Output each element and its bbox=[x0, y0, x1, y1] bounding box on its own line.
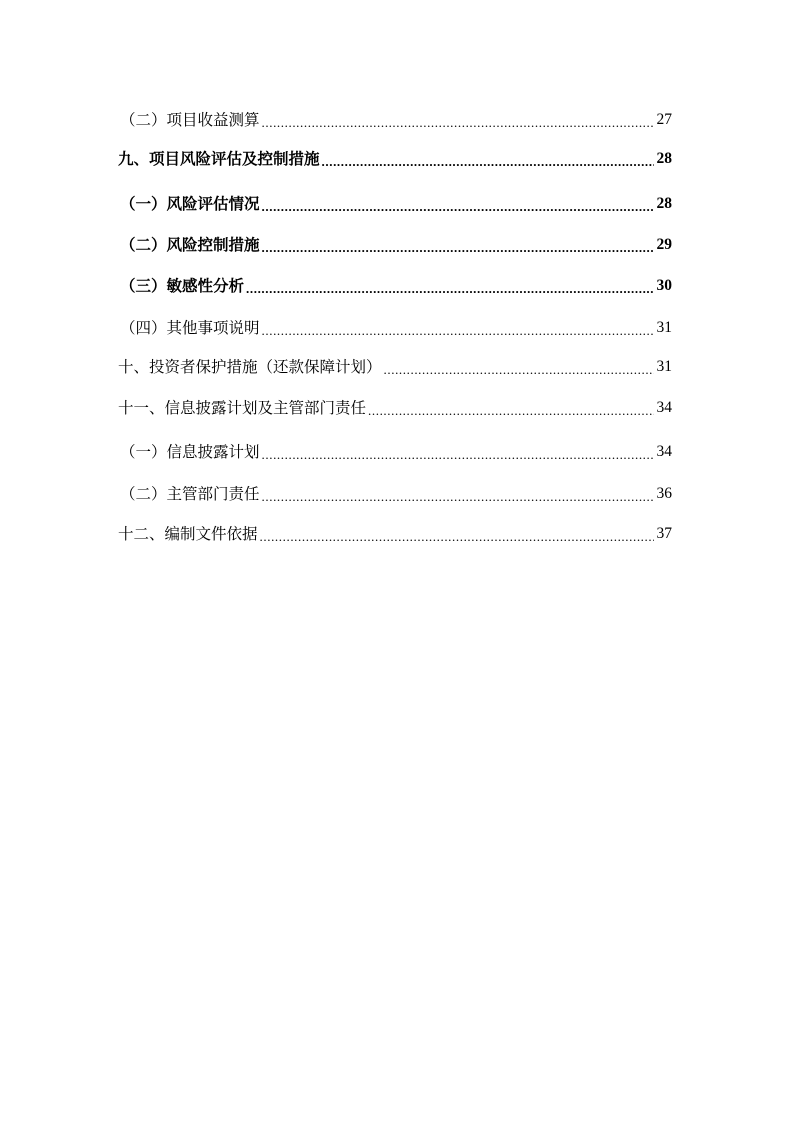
toc-entry-label: 十、投资者保护措施（还款保障计划） bbox=[118, 358, 382, 376]
toc-entry[interactable] bbox=[118, 520, 672, 548]
toc-entry[interactable] bbox=[120, 272, 672, 300]
toc-entry-label: 十一、信息披露计划及主管部门责任 bbox=[118, 399, 367, 417]
toc-dot-leader bbox=[262, 103, 654, 137]
toc-entry-page: 29 bbox=[656, 236, 672, 253]
toc-dot-leader bbox=[262, 435, 654, 469]
toc-entry-label: （二）风险控制措施 bbox=[120, 236, 260, 254]
toc-entry[interactable] bbox=[120, 190, 672, 218]
toc-entry-label: （三）敏感性分析 bbox=[120, 277, 245, 295]
toc-entry-page: 31 bbox=[656, 319, 672, 336]
toc-entry[interactable] bbox=[120, 314, 672, 342]
toc-entry[interactable] bbox=[118, 353, 672, 381]
toc-entry-label: （一）信息披露计划 bbox=[120, 443, 260, 461]
toc-entry[interactable] bbox=[118, 394, 672, 422]
toc-entry[interactable] bbox=[118, 145, 672, 173]
toc-entry-page: 34 bbox=[656, 443, 672, 460]
toc-entry-label: （二）主管部门责任 bbox=[120, 485, 260, 503]
toc-dot-leader bbox=[384, 350, 654, 384]
toc-dot-leader bbox=[262, 228, 654, 262]
toc-dot-leader bbox=[368, 391, 653, 425]
toc-entry-label: （二）项目收益测算 bbox=[120, 111, 260, 129]
toc-entry[interactable] bbox=[120, 106, 672, 134]
toc-entry-page: 31 bbox=[656, 358, 672, 375]
toc-entry-page: 28 bbox=[656, 195, 672, 212]
toc-dot-leader bbox=[322, 142, 654, 176]
toc-entry-page: 36 bbox=[656, 485, 672, 502]
toc-entry[interactable] bbox=[120, 231, 672, 259]
toc-entry-page: 28 bbox=[656, 150, 672, 167]
toc-dot-leader bbox=[246, 269, 653, 303]
toc-entry-label: 十二、编制文件依据 bbox=[118, 525, 258, 543]
toc-entry-page: 34 bbox=[656, 399, 672, 416]
toc-dot-leader bbox=[262, 477, 654, 511]
toc-entry-label: （四）其他事项说明 bbox=[120, 319, 260, 337]
toc-entry-label: （一）风险评估情况 bbox=[120, 195, 260, 213]
toc-entry-page: 30 bbox=[656, 277, 672, 294]
toc-dot-leader bbox=[262, 187, 654, 221]
toc-dot-leader bbox=[260, 517, 654, 551]
toc-entry-label: 九、项目风险评估及控制措施 bbox=[118, 150, 320, 168]
toc-entry-page: 37 bbox=[656, 525, 672, 542]
toc-entry[interactable] bbox=[120, 480, 672, 508]
toc-dot-leader bbox=[262, 311, 654, 345]
toc-entry[interactable] bbox=[120, 438, 672, 466]
toc-entry-page: 27 bbox=[656, 111, 672, 128]
